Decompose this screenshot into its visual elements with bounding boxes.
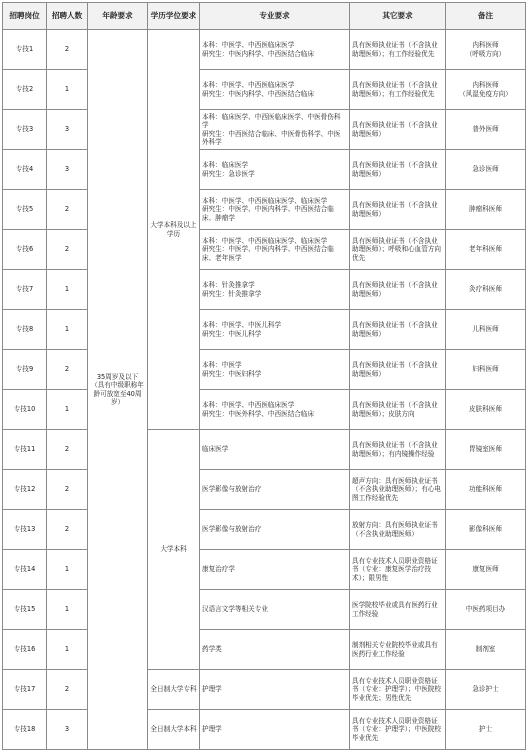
other-cell: 医学院校毕业或具有医药行业工作经验	[350, 590, 446, 630]
education-cell: 大学本科	[148, 430, 200, 670]
table-row	[3, 230, 526, 270]
post-cell: 专技12	[3, 470, 47, 510]
note-cell: 肿瘤科医师	[446, 190, 526, 230]
other-cell: 制剂相关专业院校毕业或具有医药行业工作经验	[350, 630, 446, 670]
other-cell: 具有医师执业证书（不含执业助理医师）；呼吸和心血管方向优先	[350, 230, 446, 270]
table-row	[3, 190, 526, 230]
major-cell: 临床医学	[200, 430, 350, 470]
table-row	[3, 390, 526, 430]
count-cell: 3	[47, 710, 88, 750]
table-row	[3, 430, 526, 470]
post-cell: 专技7	[3, 270, 47, 310]
major-cell: 护理学	[200, 710, 350, 750]
post-cell: 专技15	[3, 590, 47, 630]
note-cell: 胃镜室医师	[446, 430, 526, 470]
recruitment-table-container	[2, 2, 525, 750]
post-cell: 专技5	[3, 190, 47, 230]
education-cell: 大学本科及以上学历	[148, 30, 200, 430]
count-cell: 1	[47, 310, 88, 350]
table-row	[3, 550, 526, 590]
table-row	[3, 310, 526, 350]
count-cell: 2	[47, 670, 88, 710]
count-cell: 1	[47, 270, 88, 310]
post-cell: 专技2	[3, 70, 47, 110]
post-cell: 专技1	[3, 30, 47, 70]
header-row	[3, 3, 526, 30]
major-cell: 本科：临床医学 研究生：急诊医学	[200, 150, 350, 190]
note-cell: 急诊医师	[446, 150, 526, 190]
post-cell: 专技17	[3, 670, 47, 710]
other-cell: 具有专业技术人员职业资格证书（专业：康复医学治疗技术）；限男性	[350, 550, 446, 590]
major-cell: 医学影像与放射治疗	[200, 510, 350, 550]
table-row	[3, 150, 526, 190]
other-cell: 具有医师执业证书（不含执业助理医师）；皮肤方向	[350, 390, 446, 430]
note-cell: 影像科医师	[446, 510, 526, 550]
note-cell: 妇科医师	[446, 350, 526, 390]
note-cell: 灸疗科医师	[446, 270, 526, 310]
other-cell: 具有医师执业证书（不含执业助理医师）	[350, 310, 446, 350]
header-post: 招聘岗位	[3, 3, 47, 30]
note-cell: 康复医师	[446, 550, 526, 590]
post-cell: 专技3	[3, 110, 47, 150]
post-cell: 专技13	[3, 510, 47, 550]
table-row	[3, 630, 526, 670]
major-cell: 本科：针灸推拿学 研究生：针灸推拿学	[200, 270, 350, 310]
note-cell: 内科医师 （风湿免疫方向）	[446, 70, 526, 110]
table-row	[3, 70, 526, 110]
note-cell: 儿科医师	[446, 310, 526, 350]
note-cell: 制剂室	[446, 630, 526, 670]
count-cell: 2	[47, 230, 88, 270]
table-row	[3, 510, 526, 550]
post-cell: 专技16	[3, 630, 47, 670]
post-cell: 专技18	[3, 710, 47, 750]
post-cell: 专技4	[3, 150, 47, 190]
other-cell: 具有医师执业证书（不含执业助理医师）；有工作经验优先	[350, 30, 446, 70]
major-cell: 本科：中医学、中西医临床医学、临床医学 研究生：中医学、中医内科学、中西医结合临床、老年医学	[200, 230, 350, 270]
header-age: 年龄要求	[88, 3, 148, 30]
count-cell: 1	[47, 390, 88, 430]
major-cell: 康复治疗学	[200, 550, 350, 590]
post-cell: 专技11	[3, 430, 47, 470]
count-cell: 1	[47, 590, 88, 630]
other-cell: 具有医师执业证书（不含执业助理医师）	[350, 150, 446, 190]
count-cell: 1	[47, 630, 88, 670]
table-row	[3, 110, 526, 150]
header-other: 其它要求	[350, 3, 446, 30]
age-cell: 35周岁及以下 （具有中级职称年龄可放宽至40周岁）	[88, 30, 148, 750]
count-cell: 2	[47, 30, 88, 70]
recruitment-table	[2, 2, 526, 750]
major-cell: 本科：中医学、中西医临床医学 研究生：中医内科学、中西医结合临床	[200, 30, 350, 70]
major-cell: 护理学	[200, 670, 350, 710]
note-cell: 老年科医师	[446, 230, 526, 270]
note-cell: 皮肤科医师	[446, 390, 526, 430]
major-cell: 本科：中医学、中西医临床医学、临床医学 研究生：中医学、中医内科学、中西医结合临床、肿瘤学	[200, 190, 350, 230]
other-cell: 具有医师执业证书（不含执业助理医师）	[350, 270, 446, 310]
other-cell: 具有医师执业证书（不含执业助理医师）；有工作经验优先	[350, 70, 446, 110]
count-cell: 1	[47, 70, 88, 110]
major-cell: 汉语言文学等相关专业	[200, 590, 350, 630]
count-cell: 2	[47, 190, 88, 230]
post-cell: 专技9	[3, 350, 47, 390]
other-cell: 具有医师执业证书（不含执业助理医师）	[350, 190, 446, 230]
major-cell: 本科：中医学、中西医临床医学 研究生：中医内科学、中西医结合临床	[200, 70, 350, 110]
other-cell: 具有专业技术人员职业资格证书（专业：护理学）；中医院校毕业优先；男性优先	[350, 670, 446, 710]
other-cell: 超声方向：具有医师执业证书（不含执业助理医师）；有心电图工作经验优先	[350, 470, 446, 510]
other-cell: 具有医师执业证书（不含执业助理医师）；有内镜操作经验	[350, 430, 446, 470]
table-row	[3, 350, 526, 390]
table-row	[3, 670, 526, 710]
table-row	[3, 710, 526, 750]
count-cell: 2	[47, 430, 88, 470]
note-cell: 护士	[446, 710, 526, 750]
post-cell: 专技10	[3, 390, 47, 430]
major-cell: 本科：中医学、中西医临床医学 研究生：中医外科学、中西医结合临床	[200, 390, 350, 430]
other-cell: 具有医师执业证书（不含执业助理医师）	[350, 110, 446, 150]
post-cell: 专技14	[3, 550, 47, 590]
major-cell: 本科：中医学 研究生：中医妇科学	[200, 350, 350, 390]
major-cell: 本科：中医学、中医儿科学 研究生：中医儿科学	[200, 310, 350, 350]
education-cell: 全日制大学专科	[148, 670, 200, 710]
table-row	[3, 270, 526, 310]
header-major: 专业要求	[200, 3, 350, 30]
table-row	[3, 590, 526, 630]
other-cell: 具有医师执业证书（不含执业助理医师）	[350, 350, 446, 390]
post-cell: 专技8	[3, 310, 47, 350]
other-cell: 具有专业技术人员职业资格证书（专业：护理学）；中医院校毕业优先	[350, 710, 446, 750]
count-cell: 2	[47, 350, 88, 390]
education-cell: 全日制大学本科	[148, 710, 200, 750]
post-cell: 专技6	[3, 230, 47, 270]
note-cell: 功能科医师	[446, 470, 526, 510]
major-cell: 本科：临床医学、中西医临床医学、中医骨伤科学 研究生：中西医结合临床、中医骨伤科学、中医外科学	[200, 110, 350, 150]
header-education: 学历学位要求	[148, 3, 200, 30]
major-cell: 医学影像与放射治疗	[200, 470, 350, 510]
other-cell: 放射方向：具有医师执业证书（不含执业助理医师）	[350, 510, 446, 550]
count-cell: 3	[47, 110, 88, 150]
count-cell: 1	[47, 550, 88, 590]
count-cell: 2	[47, 510, 88, 550]
header-note: 备注	[446, 3, 526, 30]
count-cell: 2	[47, 470, 88, 510]
table-row	[3, 470, 526, 510]
major-cell: 药学类	[200, 630, 350, 670]
table-row	[3, 30, 526, 70]
note-cell: 普外医师	[446, 110, 526, 150]
note-cell: 急诊护士	[446, 670, 526, 710]
note-cell: 中医药项目办	[446, 590, 526, 630]
count-cell: 3	[47, 150, 88, 190]
note-cell: 内科医师 （呼吸方向）	[446, 30, 526, 70]
header-count: 招聘人数	[47, 3, 88, 30]
